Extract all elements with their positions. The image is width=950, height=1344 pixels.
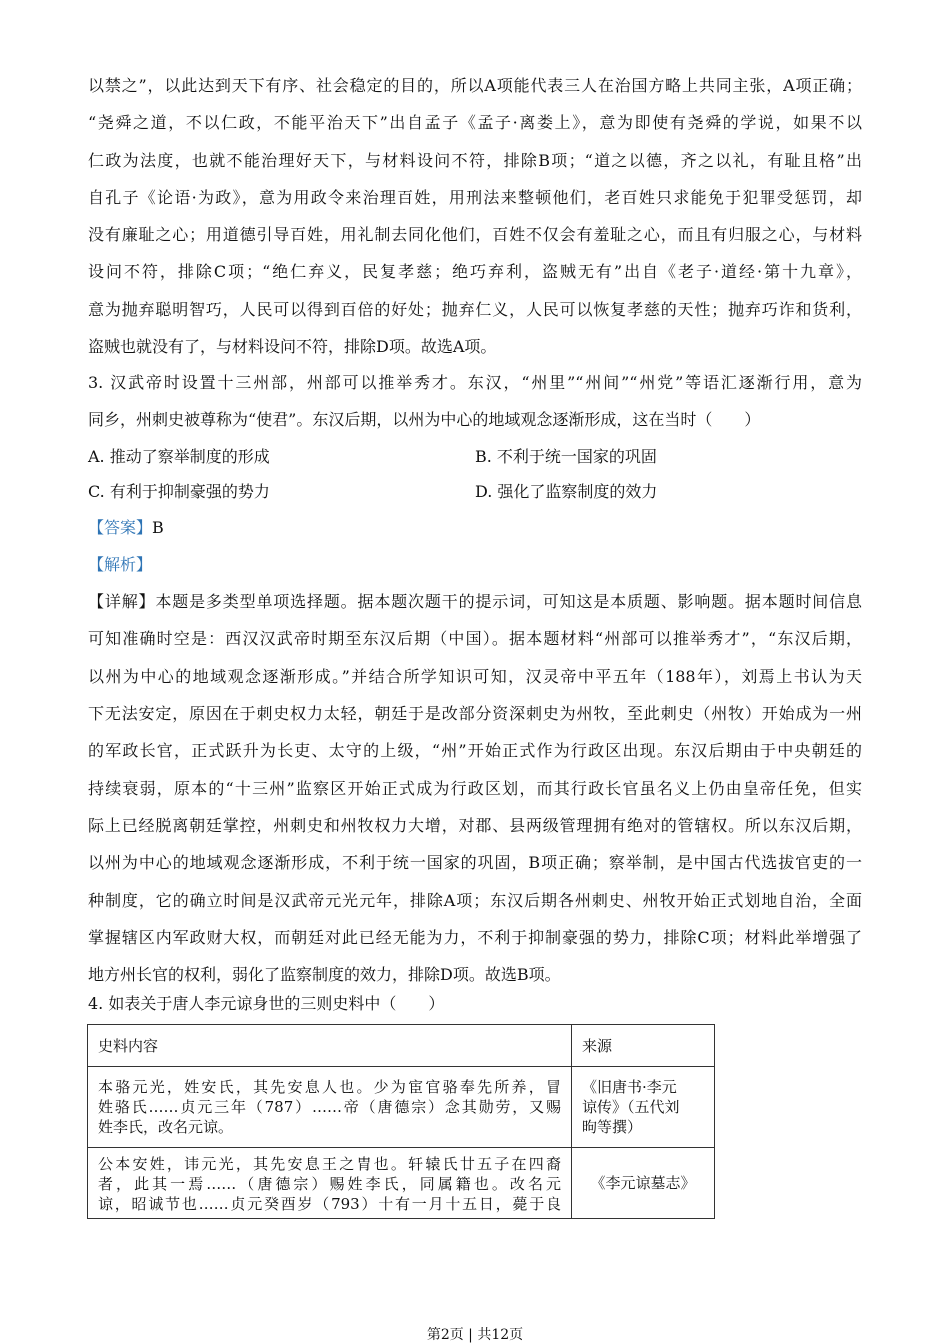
cell-line: 谅，昭诚节也……贞元癸酉岁（793）十有一月十五日，薨于良: [98, 1195, 561, 1213]
cell-line: 本骆元光，姓安氏，其先安息人也。少为宦官骆奉先所养，冒: [98, 1078, 561, 1096]
answer-line: [88, 509, 862, 546]
text-line: 意为抛弃聪明智巧，人民可以得到百倍的好处；抛弃仁义，人民可以恢复孝慈的天性；抛弃巧诈和货利，: [88, 299, 862, 319]
text-line: 以禁之”，以此达到天下有序、社会稳定的目的，所以A项能代表三人在治国方略上共同主张，A项正确；: [88, 76, 862, 95]
detail-line: [88, 583, 862, 620]
table-row: [88, 1067, 715, 1148]
option-b: B. 不利于统一国家的巩固: [475, 446, 657, 466]
question-stem-line: 3. 汉武帝时设置十三州部，州部可以推举秀才。东汉，“州里”“州间”“州党”等语汇逐渐行用，意为: [88, 373, 862, 392]
cell-line: 《李元谅墓志》: [590, 1174, 696, 1192]
option-c: C. 有利于抑制豪强的势力: [88, 481, 270, 501]
detail-line: 地方州长官的权利，弱化了监察制度的效力，排除D项。故选B项。: [88, 965, 561, 985]
source-cell: [572, 1148, 715, 1219]
cell-line: 《旧唐书·李元: [582, 1078, 677, 1096]
header-content: 史料内容: [88, 1025, 572, 1067]
source-table: [87, 1024, 715, 1219]
detail-line: 的军政长官，正式跃升为长吏、太守的上级，“州”开始正式作为行政区出现。东汉后期由于中央朝廷的: [88, 741, 862, 761]
detail-line: 以州为中心的地域观念逐渐形成，不利于统一国家的巩固，B项正确；察举制，是中国古代选拔官吏的一: [88, 853, 862, 873]
detail-label: 【详解】: [88, 592, 156, 612]
detail-line: 下无法安定，原因在于刺史权力太轻，朝廷于是改部分资深刺史为州牧，至此刺史（州牧）开始成为一州: [88, 704, 862, 724]
text-line: 设问不符，排除C项；“绝仁弃义，民复孝慈；绝巧弃利，盗贼无有”出自《老子·道经·第十九章》，: [88, 262, 862, 282]
options-row: [88, 474, 862, 509]
cell-line: 者，此其一焉……（唐德宗）赐姓李氏，同属籍也。改名元: [98, 1175, 561, 1193]
detail-line: 际上已经脱离朝廷掌控，州刺史和州牧权力大增，对郡、县两级管理拥有绝对的管辖权。所以东汉后期，: [88, 815, 862, 835]
question-stem: 4. 如表关于唐人李元谅身世的三则史料中（ ）: [88, 994, 445, 1013]
text-line: “尧舜之道，不以仁政，不能平治天下”出自孟子《孟子·离娄上》，意为即使有尧舜的学说，如果不以: [88, 113, 862, 133]
answer-value: B: [152, 517, 164, 537]
text-line: 自孔子《论语·为政》，意为用政令来治理百姓，用刑法来整顿他们，老百姓只求能免于犯罪受惩罚，却: [88, 187, 862, 207]
text-line: 盗贼也就没有了，与材料设问不符，排除D项。故选A项。: [88, 337, 497, 357]
option-d: D. 强化了监察制度的效力: [475, 481, 658, 501]
question-stem-line: 同乡，州刺史被尊称为“使君”。东汉后期，以州为中心的地域观念逐渐形成，这在当时（ ）: [88, 410, 761, 430]
text-line: 没有廉耻之心；用道德引导百姓，用礼制去同化他们，百姓不仅会有羞耻之心，而且有归服之心，与材料: [88, 225, 862, 245]
detail-line: 持续衰弱，原本的“十三州”监察区开始正式成为行政区划，而其行政长官虽名义上仍由皇帝任免，但实: [88, 778, 862, 798]
header-source: 来源: [572, 1025, 715, 1067]
cell-line: 昫等撰）: [582, 1118, 643, 1136]
options-row: [88, 439, 862, 474]
detail-text: 本题是多类型单项选择题。据本题次题干的提示词，可知这是本质题、影响题。据本题时间信息: [155, 592, 862, 612]
source-cell: [572, 1067, 715, 1148]
question-3: [88, 364, 862, 993]
detail-line: 以州为中心的地域观念逐渐形成。”并结合所学知识可知，汉灵帝中平五年（188年），刘焉上书认为天: [88, 666, 862, 686]
page-footer: 第2页 | 共12页: [426, 1327, 524, 1343]
detail-line: 掌握辖区内军政财大权，而朝廷对此已经无能为力，不利于抑制豪强的势力，排除C项；材料此举增强了: [88, 927, 862, 947]
detail-line: 可知准确时空是：西汉汉武帝时期至东汉后期（中国）。据本题材料“州部可以推举秀才”，“东汉后期，: [88, 629, 862, 649]
cell-line: 公本安姓，讳元光，其先安息王之胄也。轩辕氏廿五子在四裔: [98, 1155, 561, 1173]
cell-line: 姓骆氏……贞元三年（787）……帝（唐德宗）念其勋劳，又赐: [98, 1098, 561, 1116]
cell-line: 谅传》（五代刘: [582, 1098, 680, 1116]
detail-line: 种制度，它的确立时间是汉武帝元光元年，排除A项；东汉后期各州刺史、州牧开始正式划地自治，全面: [88, 890, 862, 910]
question-4: [88, 985, 862, 1022]
table-header-row: [88, 1025, 715, 1067]
option-a: A. 推动了察举制度的形成: [88, 446, 270, 466]
cell-line: 姓李氏，改名元谅。: [98, 1118, 234, 1136]
text-line: 仁政为法度，也就不能治理好天下，与材料设问不符，排除B项；“道之以德，齐之以礼，有耻且格”出: [88, 150, 862, 170]
previous-question-explanation: [88, 67, 862, 365]
content-cell: [88, 1067, 572, 1148]
table-row: [88, 1148, 715, 1219]
content-cell: [88, 1148, 572, 1219]
answer-label: 【答案】: [88, 517, 153, 537]
analysis-label: 【解析】: [88, 554, 153, 574]
